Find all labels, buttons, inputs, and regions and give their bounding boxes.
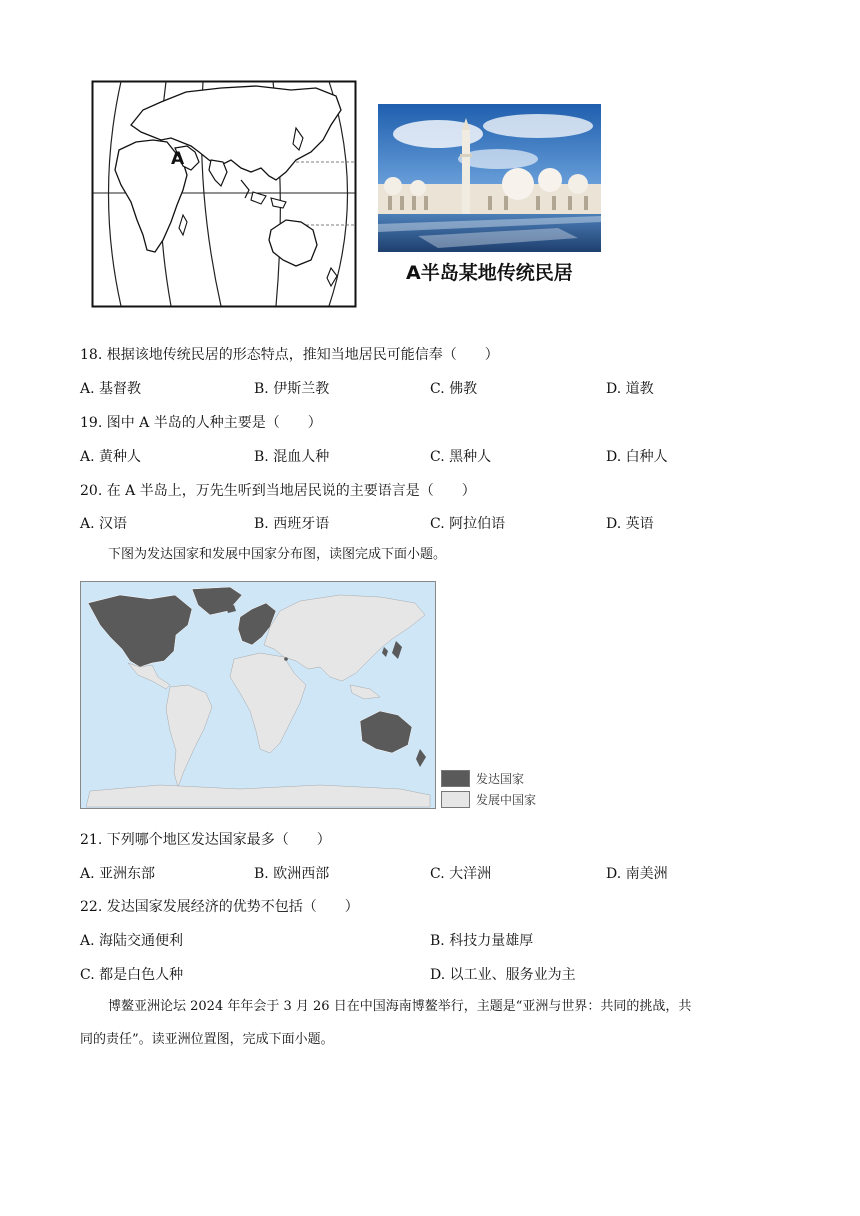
world-development-map bbox=[80, 581, 436, 809]
question-18-option-b: B. 伊斯兰教 bbox=[254, 381, 330, 397]
question-22-option-a: A. 海陆交通便利 bbox=[80, 933, 184, 949]
question-20-option-a: A. 汉语 bbox=[80, 516, 128, 532]
question-21-option-a: A. 亚洲东部 bbox=[80, 866, 156, 882]
question-22-option-d: D. 以工业、服务业为主 bbox=[430, 967, 576, 983]
intro-paragraph-2: 下图为发达国家和发展中国家分布图，读图完成下面小题。 bbox=[108, 547, 447, 562]
question-21-option-d: D. 南美洲 bbox=[606, 866, 668, 882]
legend-swatch-developing bbox=[441, 791, 470, 808]
question-19-stem: 19. 图中 A 半岛的人种主要是（ ） bbox=[80, 415, 322, 431]
question-19-option-b: B. 混血人种 bbox=[254, 449, 330, 465]
intro-paragraph-3-line-1: 博鳌亚洲论坛 2024 年年会于 3 月 26 日在中国海南博鳌举行，主题是“亚洲与世界：共同的挑战，共 bbox=[108, 999, 692, 1014]
question-18-option-c: C. 佛教 bbox=[430, 381, 478, 397]
question-19-option-c: C. 黑种人 bbox=[430, 449, 492, 465]
question-20-stem: 20. 在 A 半岛上，万先生听到当地居民说的主要语言是（ ） bbox=[80, 483, 476, 499]
legend-label-developed: 发达国家 bbox=[476, 772, 525, 786]
question-19-option-d: D. 白种人 bbox=[606, 449, 668, 465]
question-21-stem: 21. 下列哪个地区发达国家最多（ ） bbox=[80, 832, 331, 848]
mosque-photo bbox=[378, 104, 601, 252]
question-20-option-b: B. 西班牙语 bbox=[254, 516, 330, 532]
question-22-option-c: C. 都是白色人种 bbox=[80, 967, 184, 983]
legend-label-developing: 发展中国家 bbox=[476, 793, 537, 807]
question-22-option-b: B. 科技力量雄厚 bbox=[430, 933, 534, 949]
question-22-stem: 22. 发达国家发展经济的优势不包括（ ） bbox=[80, 899, 359, 915]
question-21-option-b: B. 欧洲西部 bbox=[254, 866, 330, 882]
question-18-option-a: A. 基督教 bbox=[80, 381, 142, 397]
eastern-hemisphere-map bbox=[91, 80, 357, 308]
figure-caption: A半岛某地传统民居 bbox=[406, 262, 573, 284]
legend-swatch-developed bbox=[441, 770, 470, 787]
question-20-option-d: D. 英语 bbox=[606, 516, 654, 532]
intro-paragraph-3-line-2: 同的责任”。读亚洲位置图，完成下面小题。 bbox=[80, 1032, 334, 1047]
question-18-stem: 18. 根据该地传统民居的形态特点，推知当地居民可能信奉（ ） bbox=[80, 347, 499, 363]
question-21-option-c: C. 大洋洲 bbox=[430, 866, 492, 882]
peninsula-label-a: A bbox=[171, 149, 185, 169]
question-18-option-d: D. 道教 bbox=[606, 381, 654, 397]
question-20-option-c: C. 阿拉伯语 bbox=[430, 516, 506, 532]
question-19-option-a: A. 黄种人 bbox=[80, 449, 142, 465]
